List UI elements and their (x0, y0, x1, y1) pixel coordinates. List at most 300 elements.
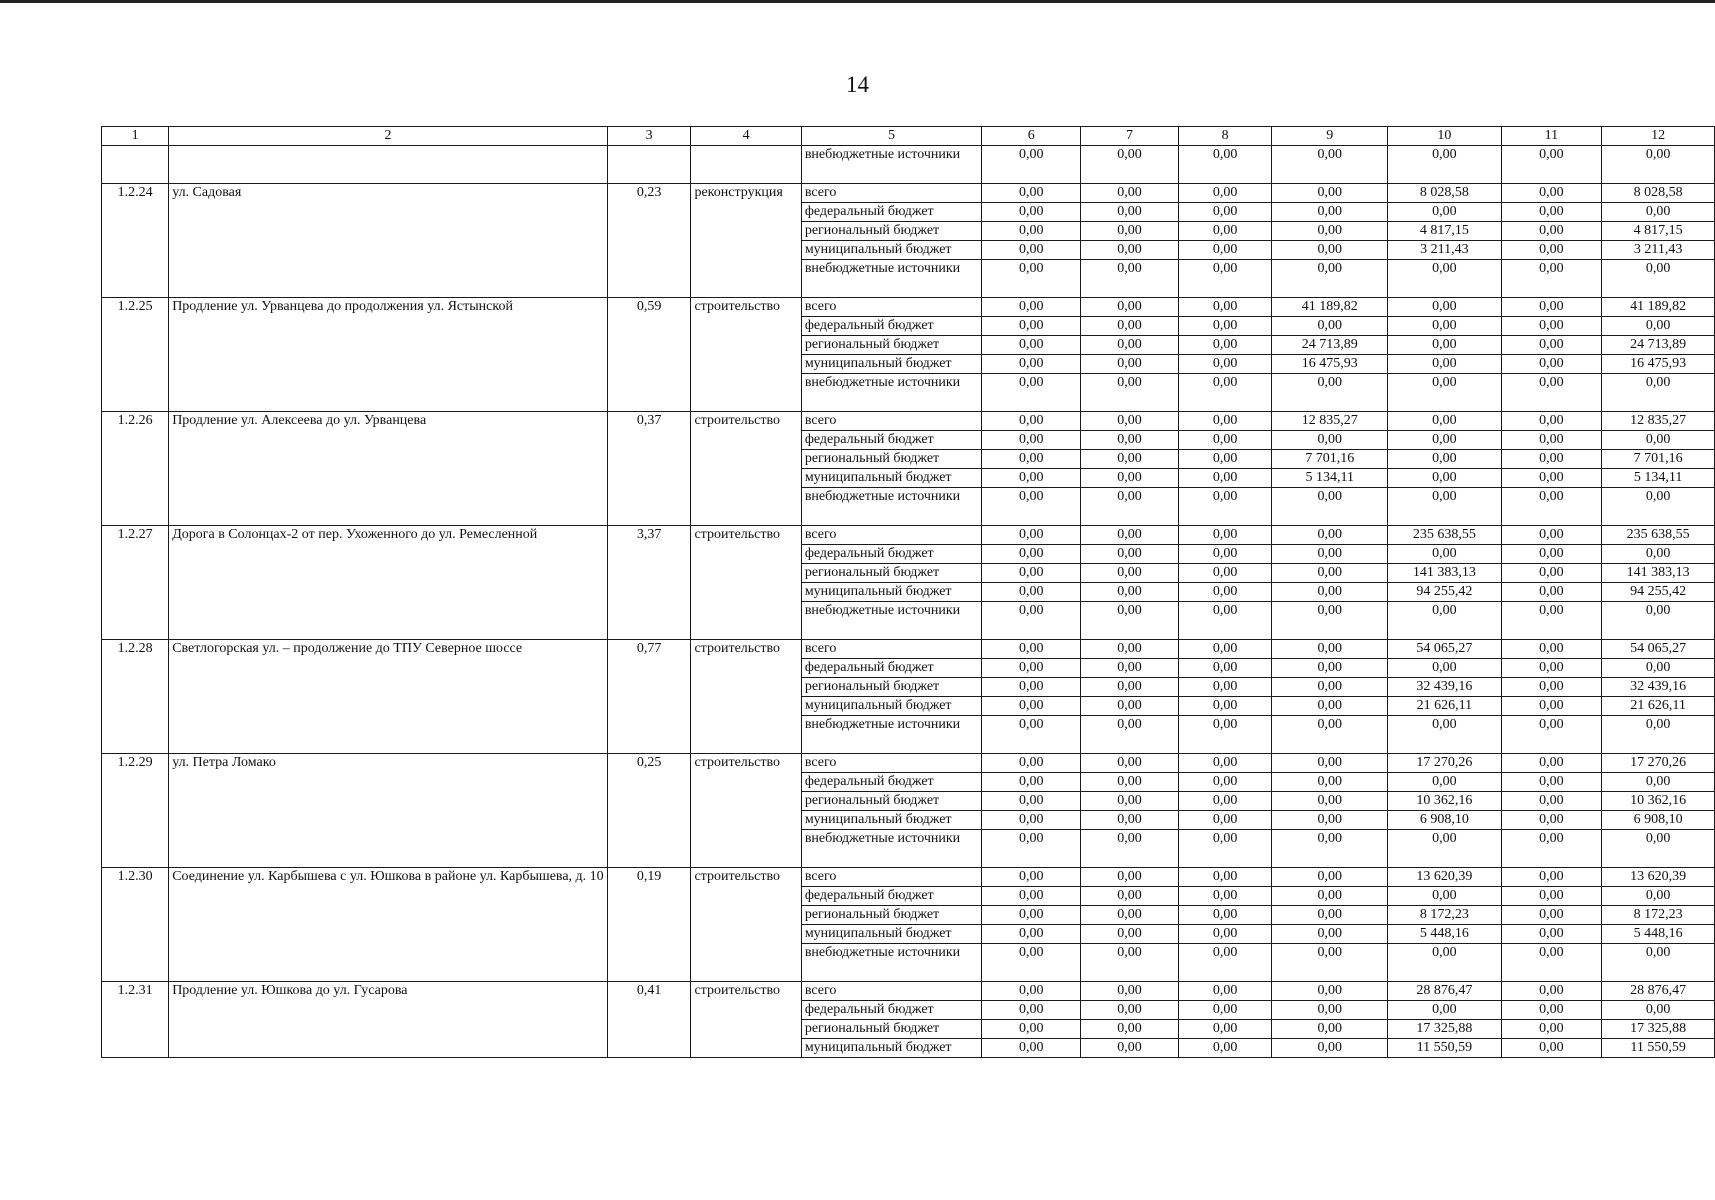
funding-source-cell: федеральный бюджет (801, 317, 981, 336)
value-cell: 17 325,88 (1602, 1020, 1715, 1039)
value-cell: 8 172,23 (1388, 906, 1502, 925)
funding-source-cell: федеральный бюджет (801, 203, 981, 222)
value-cell: 0,00 (982, 1020, 1081, 1039)
value-cell: 0,00 (1272, 906, 1388, 925)
value-cell: 0,00 (1178, 450, 1272, 469)
value-cell: 0,00 (982, 564, 1081, 583)
value-cell: 0,00 (982, 754, 1081, 773)
value-cell: 17 270,26 (1388, 754, 1502, 773)
value-cell: 0,00 (1501, 564, 1602, 583)
value-cell: 0,00 (1272, 640, 1388, 659)
value-cell: 11 550,59 (1602, 1039, 1715, 1058)
value-cell: 0,00 (1388, 716, 1502, 754)
value-cell: 0,00 (982, 431, 1081, 450)
value-cell: 0,00 (1501, 792, 1602, 811)
value-cell: 0,00 (1272, 1001, 1388, 1020)
value-cell: 0,00 (1388, 545, 1502, 564)
object-name-cell: ул. Петра Ломако (169, 754, 608, 868)
value-cell: 0,00 (982, 1001, 1081, 1020)
table-row (102, 982, 1715, 1001)
value-cell: 0,00 (1388, 146, 1502, 184)
value-cell: 5 134,11 (1272, 469, 1388, 488)
value-cell: 0,00 (1081, 1039, 1179, 1058)
funding-source-cell: региональный бюджет (801, 564, 981, 583)
value-cell: 0,00 (1081, 431, 1179, 450)
value-cell: 21 626,11 (1602, 697, 1715, 716)
work-type-cell: строительство (691, 526, 801, 640)
value-cell: 0,00 (1501, 982, 1602, 1001)
value-cell: 0,00 (1081, 469, 1179, 488)
value-cell: 0,00 (1602, 203, 1715, 222)
funding-source-cell: региональный бюджет (801, 1020, 981, 1039)
value-cell: 0,00 (1272, 697, 1388, 716)
value-cell: 0,00 (1388, 659, 1502, 678)
funding-source-cell: муниципальный бюджет (801, 241, 981, 260)
item-index-cell: 1.2.27 (102, 526, 169, 640)
table-row (102, 640, 1715, 659)
value-cell: 0,00 (1178, 868, 1272, 887)
table-row (102, 412, 1715, 431)
value-cell: 0,00 (1178, 488, 1272, 526)
value-cell: 0,00 (1178, 412, 1272, 431)
value-cell: 0,00 (1272, 754, 1388, 773)
column-header: 6 (982, 127, 1081, 146)
value-cell: 0,00 (1501, 450, 1602, 469)
value-cell: 5 448,16 (1388, 925, 1502, 944)
value-cell: 0,00 (1272, 146, 1388, 184)
table-row (102, 298, 1715, 317)
value-cell: 0,00 (1081, 241, 1179, 260)
value-cell: 0,00 (1178, 925, 1272, 944)
value-cell: 0,00 (1178, 317, 1272, 336)
funding-source-cell: всего (801, 982, 981, 1001)
value-cell: 0,00 (1178, 640, 1272, 659)
column-header: 12 (1602, 127, 1715, 146)
value-cell: 13 620,39 (1602, 868, 1715, 887)
work-type-cell: строительство (691, 868, 801, 982)
value-cell: 0,00 (1081, 659, 1179, 678)
funding-source-cell: внебюджетные источники (801, 146, 981, 184)
value-cell: 0,00 (1501, 697, 1602, 716)
value-cell: 16 475,93 (1272, 355, 1388, 374)
value-cell: 0,00 (1602, 260, 1715, 298)
value-cell: 0,00 (1501, 488, 1602, 526)
value-cell: 0,00 (1388, 944, 1502, 982)
value-cell: 0,00 (1178, 298, 1272, 317)
empty-cell (691, 146, 801, 184)
value-cell: 0,00 (982, 1039, 1081, 1058)
value-cell: 0,00 (1501, 469, 1602, 488)
value-cell: 0,00 (982, 355, 1081, 374)
value-cell: 0,00 (1272, 678, 1388, 697)
table-row (102, 526, 1715, 545)
value-cell: 54 065,27 (1602, 640, 1715, 659)
value-cell: 0,00 (1388, 374, 1502, 412)
item-index-cell: 1.2.28 (102, 640, 169, 754)
value-cell: 0,00 (1081, 545, 1179, 564)
funding-source-cell: внебюджетные источники (801, 602, 981, 640)
value-cell: 0,00 (1081, 811, 1179, 830)
value-cell: 0,00 (1081, 754, 1179, 773)
value-cell: 0,00 (1178, 583, 1272, 602)
value-cell: 0,00 (1501, 298, 1602, 317)
value-cell: 0,00 (1272, 260, 1388, 298)
column-header: 8 (1178, 127, 1272, 146)
empty-cell (102, 146, 169, 184)
value-cell: 0,00 (1501, 868, 1602, 887)
value-cell: 0,00 (982, 450, 1081, 469)
value-cell: 28 876,47 (1388, 982, 1502, 1001)
value-cell: 0,00 (1081, 222, 1179, 241)
value-cell: 0,00 (1272, 203, 1388, 222)
value-cell: 0,00 (982, 146, 1081, 184)
funding-source-cell: федеральный бюджет (801, 431, 981, 450)
value-cell: 0,00 (1501, 260, 1602, 298)
value-cell: 0,00 (1178, 716, 1272, 754)
column-header: 9 (1272, 127, 1388, 146)
value-cell: 5 134,11 (1602, 469, 1715, 488)
value-cell: 0,00 (1081, 982, 1179, 1001)
value-cell: 0,00 (1272, 526, 1388, 545)
value-cell: 0,00 (1178, 355, 1272, 374)
value-cell: 0,00 (1501, 602, 1602, 640)
value-cell: 0,00 (1178, 697, 1272, 716)
value-cell: 0,00 (1388, 412, 1502, 431)
value-cell: 0,00 (1501, 716, 1602, 754)
column-header: 10 (1388, 127, 1502, 146)
table-body (102, 146, 1715, 1058)
funding-source-cell: внебюджетные источники (801, 260, 981, 298)
value-cell: 0,00 (1081, 583, 1179, 602)
length-cell: 0,23 (607, 184, 691, 298)
work-type-cell: строительство (691, 754, 801, 868)
value-cell: 24 713,89 (1602, 336, 1715, 355)
value-cell: 94 255,42 (1602, 583, 1715, 602)
value-cell: 0,00 (982, 545, 1081, 564)
value-cell: 0,00 (1501, 317, 1602, 336)
value-cell: 0,00 (1178, 659, 1272, 678)
value-cell: 8 172,23 (1602, 906, 1715, 925)
value-cell: 0,00 (1388, 298, 1502, 317)
value-cell: 32 439,16 (1388, 678, 1502, 697)
value-cell: 0,00 (1272, 944, 1388, 982)
value-cell: 94 255,42 (1388, 583, 1502, 602)
value-cell: 0,00 (1501, 906, 1602, 925)
length-cell: 0,41 (607, 982, 691, 1058)
value-cell: 8 028,58 (1388, 184, 1502, 203)
value-cell: 0,00 (1081, 260, 1179, 298)
value-cell: 0,00 (1081, 697, 1179, 716)
value-cell: 0,00 (1272, 1020, 1388, 1039)
value-cell: 141 383,13 (1602, 564, 1715, 583)
value-cell: 41 189,82 (1272, 298, 1388, 317)
funding-source-cell: федеральный бюджет (801, 545, 981, 564)
column-header: 4 (691, 127, 801, 146)
value-cell: 0,00 (982, 374, 1081, 412)
page-number: 14 (846, 72, 869, 97)
column-header: 5 (801, 127, 981, 146)
funding-source-cell: внебюджетные источники (801, 488, 981, 526)
object-name-cell: Продление ул. Алексеева до ул. Урванцева (169, 412, 608, 526)
value-cell: 0,00 (1602, 488, 1715, 526)
value-cell: 0,00 (1178, 564, 1272, 583)
value-cell: 0,00 (1501, 203, 1602, 222)
value-cell: 0,00 (1501, 336, 1602, 355)
value-cell: 16 475,93 (1602, 355, 1715, 374)
value-cell: 0,00 (1081, 146, 1179, 184)
value-cell: 0,00 (982, 260, 1081, 298)
object-name-cell: Соединение ул. Карбышева с ул. Юшкова в районе ул. Карбышева, д. 10 (169, 868, 608, 982)
value-cell: 0,00 (1501, 678, 1602, 697)
value-cell: 0,00 (982, 659, 1081, 678)
work-type-cell: строительство (691, 982, 801, 1058)
value-cell: 0,00 (982, 203, 1081, 222)
value-cell: 0,00 (1272, 773, 1388, 792)
length-cell: 3,37 (607, 526, 691, 640)
object-name-cell: Продление ул. Юшкова до ул. Гусарова (169, 982, 608, 1058)
value-cell: 0,00 (982, 811, 1081, 830)
value-cell: 0,00 (1081, 887, 1179, 906)
value-cell: 0,00 (1272, 564, 1388, 583)
funding-source-cell: муниципальный бюджет (801, 1039, 981, 1058)
value-cell: 0,00 (1081, 716, 1179, 754)
value-cell: 0,00 (1272, 488, 1388, 526)
value-cell: 0,00 (1081, 773, 1179, 792)
value-cell: 0,00 (1081, 564, 1179, 583)
value-cell: 4 817,15 (1388, 222, 1502, 241)
value-cell: 6 908,10 (1388, 811, 1502, 830)
value-cell: 0,00 (1388, 317, 1502, 336)
value-cell: 0,00 (982, 526, 1081, 545)
column-header: 2 (169, 127, 608, 146)
table-row (102, 146, 1715, 184)
value-cell: 0,00 (982, 773, 1081, 792)
funding-source-cell: всего (801, 526, 981, 545)
value-cell: 0,00 (1501, 374, 1602, 412)
value-cell: 0,00 (1602, 773, 1715, 792)
value-cell: 0,00 (982, 241, 1081, 260)
funding-source-cell: всего (801, 298, 981, 317)
length-cell: 0,37 (607, 412, 691, 526)
work-type-cell: строительство (691, 298, 801, 412)
value-cell: 0,00 (1272, 659, 1388, 678)
value-cell: 5 448,16 (1602, 925, 1715, 944)
value-cell: 0,00 (982, 583, 1081, 602)
value-cell: 0,00 (1602, 146, 1715, 184)
value-cell: 0,00 (982, 697, 1081, 716)
value-cell: 0,00 (1081, 412, 1179, 431)
funding-source-cell: муниципальный бюджет (801, 697, 981, 716)
value-cell: 0,00 (1178, 754, 1272, 773)
length-cell: 0,59 (607, 298, 691, 412)
value-cell: 0,00 (1501, 925, 1602, 944)
value-cell: 0,00 (1272, 868, 1388, 887)
value-cell: 12 835,27 (1272, 412, 1388, 431)
value-cell: 0,00 (1602, 659, 1715, 678)
value-cell: 0,00 (1501, 583, 1602, 602)
value-cell: 0,00 (1178, 336, 1272, 355)
value-cell: 3 211,43 (1388, 241, 1502, 260)
value-cell: 0,00 (1178, 374, 1272, 412)
value-cell: 0,00 (1081, 203, 1179, 222)
value-cell: 0,00 (982, 184, 1081, 203)
value-cell: 0,00 (1388, 355, 1502, 374)
column-header: 3 (607, 127, 691, 146)
value-cell: 0,00 (1272, 241, 1388, 260)
value-cell: 0,00 (1272, 431, 1388, 450)
item-index-cell: 1.2.25 (102, 298, 169, 412)
value-cell: 0,00 (1501, 222, 1602, 241)
value-cell: 0,00 (982, 336, 1081, 355)
column-header: 11 (1501, 127, 1602, 146)
value-cell: 0,00 (982, 887, 1081, 906)
value-cell: 0,00 (1602, 830, 1715, 868)
column-number-header-row (102, 127, 1715, 146)
column-header: 1 (102, 127, 169, 146)
funding-source-cell: всего (801, 184, 981, 203)
value-cell: 0,00 (1501, 1039, 1602, 1058)
value-cell: 17 325,88 (1388, 1020, 1502, 1039)
value-cell: 0,00 (1388, 773, 1502, 792)
value-cell: 0,00 (1602, 716, 1715, 754)
object-name-cell: Продление ул. Урванцева до продолжения ул. Ястынской (169, 298, 608, 412)
value-cell: 7 701,16 (1272, 450, 1388, 469)
value-cell: 141 383,13 (1388, 564, 1502, 583)
value-cell: 17 270,26 (1602, 754, 1715, 773)
value-cell: 0,00 (1178, 982, 1272, 1001)
table-row (102, 754, 1715, 773)
value-cell: 0,00 (1501, 640, 1602, 659)
value-cell: 3 211,43 (1602, 241, 1715, 260)
value-cell: 0,00 (982, 944, 1081, 982)
value-cell: 0,00 (1602, 602, 1715, 640)
value-cell: 0,00 (982, 602, 1081, 640)
funding-source-cell: федеральный бюджет (801, 773, 981, 792)
value-cell: 0,00 (1178, 241, 1272, 260)
value-cell: 13 620,39 (1388, 868, 1502, 887)
item-index-cell: 1.2.29 (102, 754, 169, 868)
value-cell: 0,00 (982, 868, 1081, 887)
value-cell: 0,00 (1081, 944, 1179, 982)
value-cell: 0,00 (1602, 545, 1715, 564)
value-cell: 0,00 (1388, 336, 1502, 355)
value-cell: 0,00 (1272, 792, 1388, 811)
value-cell: 0,00 (1272, 925, 1388, 944)
value-cell: 0,00 (1272, 583, 1388, 602)
value-cell: 0,00 (1178, 184, 1272, 203)
value-cell: 0,00 (1081, 336, 1179, 355)
value-cell: 0,00 (982, 412, 1081, 431)
value-cell: 4 817,15 (1602, 222, 1715, 241)
value-cell: 0,00 (1178, 906, 1272, 925)
funding-source-cell: федеральный бюджет (801, 887, 981, 906)
value-cell: 0,00 (1178, 678, 1272, 697)
work-type-cell: строительство (691, 412, 801, 526)
value-cell: 0,00 (982, 906, 1081, 925)
value-cell: 0,00 (1388, 830, 1502, 868)
value-cell: 28 876,47 (1602, 982, 1715, 1001)
value-cell: 0,00 (1081, 184, 1179, 203)
object-name-cell: Светлогорская ул. – продолжение до ТПУ Северное шоссе (169, 640, 608, 754)
value-cell: 0,00 (1178, 944, 1272, 982)
value-cell: 0,00 (1501, 241, 1602, 260)
value-cell: 0,00 (982, 488, 1081, 526)
value-cell: 0,00 (982, 830, 1081, 868)
value-cell: 24 713,89 (1272, 336, 1388, 355)
value-cell: 0,00 (982, 792, 1081, 811)
table-row (102, 184, 1715, 203)
value-cell: 0,00 (1602, 1001, 1715, 1020)
length-cell: 0,19 (607, 868, 691, 982)
value-cell: 0,00 (1272, 184, 1388, 203)
value-cell: 0,00 (1081, 678, 1179, 697)
value-cell: 0,00 (1178, 526, 1272, 545)
value-cell: 0,00 (1272, 830, 1388, 868)
work-type-cell: реконструкция (691, 184, 801, 298)
funding-source-cell: всего (801, 412, 981, 431)
value-cell: 0,00 (1602, 887, 1715, 906)
value-cell: 0,00 (1081, 1020, 1179, 1039)
value-cell: 11 550,59 (1388, 1039, 1502, 1058)
value-cell: 0,00 (1388, 431, 1502, 450)
value-cell: 41 189,82 (1602, 298, 1715, 317)
funding-source-cell: региональный бюджет (801, 906, 981, 925)
value-cell: 0,00 (1178, 203, 1272, 222)
value-cell: 0,00 (1602, 374, 1715, 412)
value-cell: 235 638,55 (1388, 526, 1502, 545)
funding-source-cell: внебюджетные источники (801, 944, 981, 982)
value-cell: 0,00 (982, 925, 1081, 944)
value-cell: 0,00 (1501, 944, 1602, 982)
value-cell: 0,00 (1388, 450, 1502, 469)
object-name-cell: Дорога в Солонцах-2 от пер. Ухоженного до ул. Ремесленной (169, 526, 608, 640)
work-type-cell: строительство (691, 640, 801, 754)
value-cell: 0,00 (1501, 887, 1602, 906)
value-cell: 0,00 (1081, 298, 1179, 317)
value-cell: 0,00 (1272, 545, 1388, 564)
value-cell: 0,00 (1272, 811, 1388, 830)
value-cell: 0,00 (1178, 887, 1272, 906)
value-cell: 0,00 (1081, 830, 1179, 868)
item-index-cell: 1.2.31 (102, 982, 169, 1058)
value-cell: 0,00 (1501, 431, 1602, 450)
value-cell: 0,00 (1081, 488, 1179, 526)
funding-source-cell: муниципальный бюджет (801, 811, 981, 830)
value-cell: 0,00 (1501, 355, 1602, 374)
value-cell: 0,00 (1081, 526, 1179, 545)
value-cell: 0,00 (1388, 203, 1502, 222)
funding-source-cell: муниципальный бюджет (801, 925, 981, 944)
value-cell: 235 638,55 (1602, 526, 1715, 545)
value-cell: 0,00 (1388, 887, 1502, 906)
value-cell: 0,00 (1388, 488, 1502, 526)
value-cell: 0,00 (1501, 1020, 1602, 1039)
table-row (102, 868, 1715, 887)
value-cell: 0,00 (982, 222, 1081, 241)
value-cell: 0,00 (1501, 146, 1602, 184)
value-cell: 21 626,11 (1388, 697, 1502, 716)
value-cell: 0,00 (982, 317, 1081, 336)
value-cell: 0,00 (1602, 431, 1715, 450)
value-cell: 0,00 (1178, 545, 1272, 564)
value-cell: 0,00 (1501, 184, 1602, 203)
value-cell: 0,00 (1272, 887, 1388, 906)
top-border-line (0, 0, 1715, 3)
value-cell: 0,00 (1178, 1020, 1272, 1039)
value-cell: 0,00 (1272, 317, 1388, 336)
value-cell: 6 908,10 (1602, 811, 1715, 830)
length-cell: 0,25 (607, 754, 691, 868)
